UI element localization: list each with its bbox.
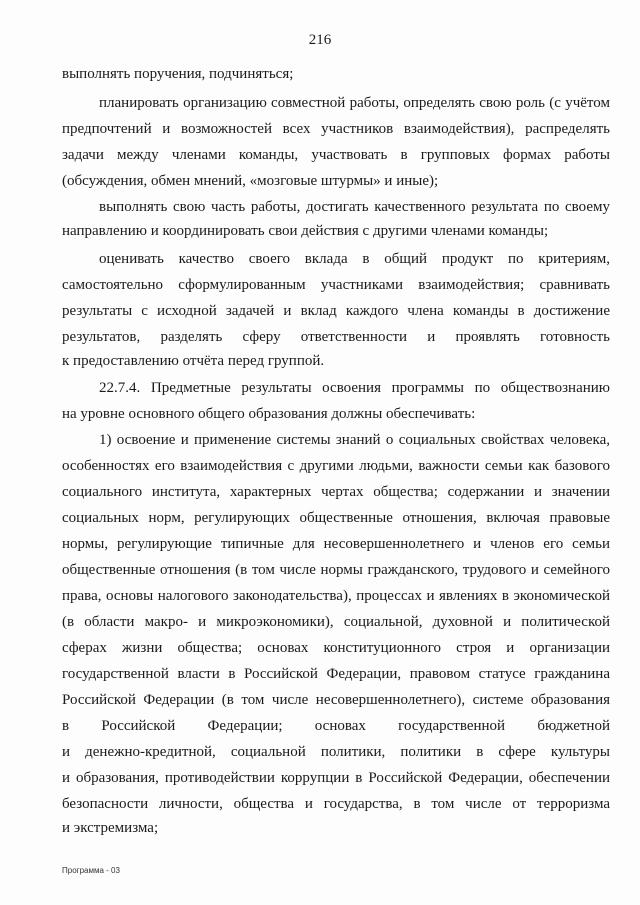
text-line: на уровне основного общего образования должны обеспечивать: — [62, 406, 476, 422]
text-line: выполнять свою часть работы, достигать качественного результата по своему — [99, 199, 610, 215]
text-line: выполнять поручения, подчиняться; — [62, 66, 294, 82]
text-line: и денежно-кредитной, социальной политики, политики в сфере культуры — [62, 744, 610, 760]
page-footer: Программа - 03 — [62, 866, 120, 875]
text-line: нормы, регулирующие типичные для несовершеннолетнего и членов его семьи — [62, 536, 610, 552]
text-line: планировать организацию совместной работы, определять свою роль (с учётом — [99, 95, 610, 111]
text-line: оценивать качество своего вклада в общий продукт по критериям, — [99, 251, 610, 267]
text-line: социального института, характерных чертах общества; содержании и значении — [62, 484, 610, 500]
text-line: сферах жизни общества; основах конституционного строя и организации — [62, 640, 610, 656]
text-line: задачи между членами команды, участвовать в групповых формах работы — [62, 147, 610, 163]
text-line: социальных норм, регулирующих общественные отношения, включая правовые — [62, 510, 610, 526]
page-number: 216 — [308, 32, 332, 48]
text-line: общественные отношения (в том числе нормы гражданского, трудового и семейного — [62, 562, 610, 578]
text-line: (обсуждения, обмен мнений, «мозговые штурмы» и иные); — [62, 173, 439, 189]
text-line: самостоятельно сформулированным участниками взаимодействия; сравнивать — [62, 277, 610, 293]
text-line: Российской Федерации (в том числе несовершеннолетнего), системе образования — [62, 692, 610, 708]
text-line: 1) освоение и применение системы знаний о социальных свойствах человека, — [99, 432, 610, 448]
text-line: направлению и координировать свои действия с другими членами команды; — [62, 223, 549, 239]
text-line: в Российской Федерации; основах государственной бюджетной — [62, 718, 610, 734]
text-line: безопасности личности, общества и государства, в том числе от терроризма — [62, 796, 610, 812]
text-line: 22.7.4. Предметные результаты освоения программы по обществознанию — [99, 380, 610, 396]
text-line: права, основы налогового законодательства), процессах и явлениях в экономической — [62, 588, 610, 604]
text-line: результаты с исходной задачей и вклад каждого члена команды в достижение — [62, 303, 610, 319]
text-line: (в области макро- и микроэкономики), социальной, духовной и политической — [62, 614, 610, 630]
text-line: и экстремизма; — [62, 820, 159, 836]
text-line: предпочтений и возможностей всех участников взаимодействия), распределять — [62, 121, 610, 137]
text-line: государственной власти в Российской Федерации, правовом статусе гражданина — [62, 666, 610, 682]
text-line: особенностях его взаимодействия с другими людьми, важности семьи как базового — [62, 458, 610, 474]
text-line: результатов, разделять сферу ответственности и проявлять готовность — [62, 329, 610, 345]
text-line: к предоставлению отчёта перед группой. — [62, 353, 325, 369]
text-line: и образования, противодействии коррупции в Российской Федерации, обеспечении — [62, 770, 610, 786]
